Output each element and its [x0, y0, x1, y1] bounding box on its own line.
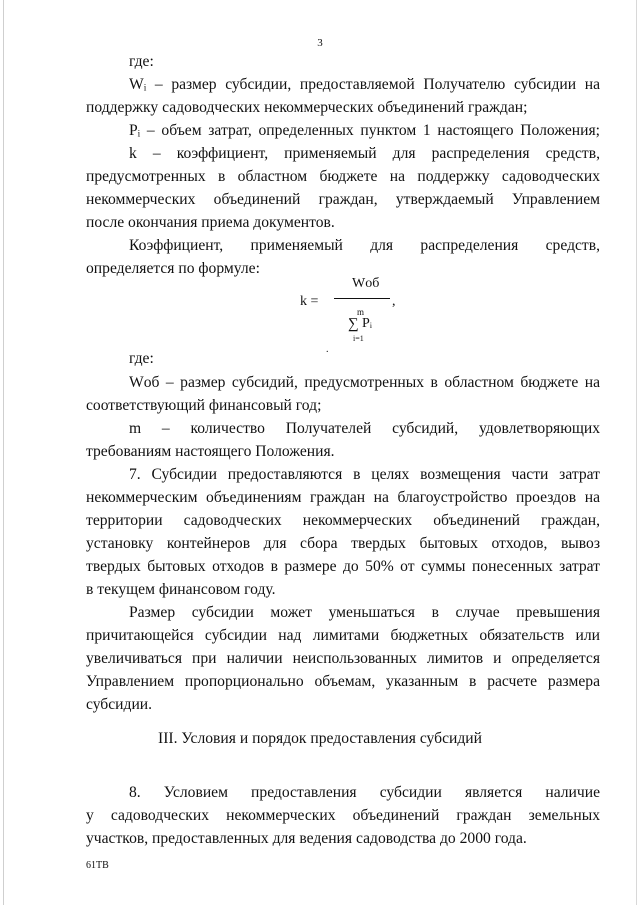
- text-line: определяется по формуле:: [86, 260, 260, 277]
- text-line: у садоводческих некоммерческих объединений граждан земельных: [86, 807, 600, 824]
- text-line: Коэффициент, применяемый для распределения средств,: [129, 237, 600, 254]
- text-line: территории садоводческих некоммерческих объединений граждан,: [86, 512, 600, 529]
- text-line: причитающейся субсидии над лимитами бюджетных обязательств или: [86, 627, 600, 644]
- text-line: установку контейнеров для сбора твердых бытовых отходов, вывоз: [86, 535, 600, 552]
- text-line: k – коэффициент, применяемый для распределения средств,: [129, 145, 600, 162]
- text-line: субсидии.: [86, 696, 153, 713]
- text-line: некоммерческих объединений граждан, утверждаемый Управлением: [86, 191, 600, 208]
- coefficient-formula: [300, 276, 420, 351]
- text-line: где:: [129, 350, 154, 367]
- sum-lower-limit: i=1: [353, 334, 364, 343]
- formula-comma: ,: [392, 294, 396, 309]
- page-number: 3: [317, 37, 323, 49]
- text-line: участков, предоставленных для ведения садоводства до 2000 года.: [86, 830, 527, 847]
- text-line: твердых бытовых отходов в размере до 50% от суммы понесенных затрат: [86, 558, 600, 575]
- text-line: требованиям настоящего Положения.: [86, 443, 335, 460]
- text-line: некоммерческим объединениям граждан на благоустройство проездов на: [86, 489, 600, 506]
- text-line: Размер субсидии может уменьшаться в случае превышения: [129, 604, 600, 621]
- formula-numerator: Wоб: [352, 276, 380, 291]
- text-line: в текущем финансовом году.: [86, 581, 276, 598]
- formula-lhs: k =: [300, 294, 319, 309]
- text-line: после окончания приема документов.: [86, 214, 335, 231]
- text-line: поддержку садоводческих некоммерческих объединений граждан;: [86, 99, 528, 116]
- scan-edge-right: [636, 0, 637, 905]
- text-line: увеличиваться при наличии неиспользованных лимитов и определяется: [86, 650, 600, 667]
- sum-term: Pᵢ: [362, 316, 373, 331]
- text-line: предусмотренных в областном бюджете на поддержку садоводческих: [86, 168, 600, 185]
- text-line: Wоб – размер субсидий, предусмотренных в областном бюджете на: [129, 374, 600, 391]
- scan-edge-left: [3, 0, 4, 905]
- text-line: где:: [129, 53, 154, 70]
- text-line: m – количество Получателей субсидий, удовлетворяющих: [129, 420, 600, 437]
- scan-speck: .: [326, 344, 329, 355]
- text-line: Pᵢ – объем затрат, определенных пунктом 1 настоящего Положения;: [129, 122, 600, 139]
- sum-upper-limit: m: [357, 307, 365, 317]
- fraction-bar: [334, 298, 390, 299]
- text-line: соответствующий финансовый год;: [86, 397, 322, 414]
- text-line: Управлением пропорционально объемам, указанным в расчете размера: [86, 673, 600, 690]
- section-heading: III. Условия и порядок предоставления субсидий: [158, 730, 482, 747]
- sigma-symbol: ∑: [348, 316, 359, 332]
- text-line: Wᵢ – размер субсидии, предоставляемой Получателю субсидии на: [129, 76, 600, 93]
- text-line: 8. Условием предоставления субсидии является наличие: [129, 784, 600, 801]
- footer-code: 61ТВ: [86, 860, 109, 871]
- text-line: 7. Субсидии предоставляются в целях возмещения части затрат: [129, 466, 600, 483]
